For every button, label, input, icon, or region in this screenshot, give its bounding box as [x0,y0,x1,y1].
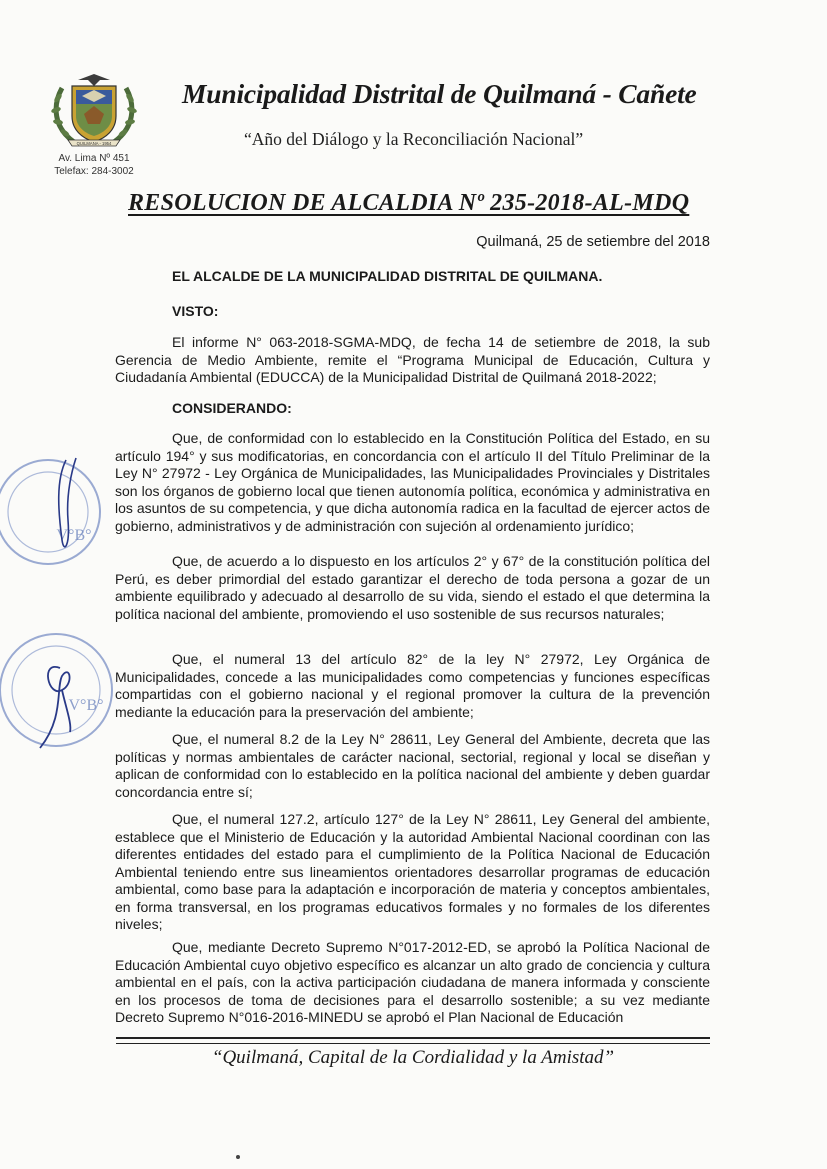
paragraph-considerando-2: Que, de acuerdo a lo dispuesto en los artículos 2° y 67° de la constitución política del Perú, es deber primordial del estado garantizar el derecho de toda persona a gozar de un ambiente equilibrado y adecuado al desarrollo de su vida, siendo el estado el que determina la política nacional del ambiente, promoviendo el uso sostenible de sus recursos naturales; [115,553,710,622]
paragraph-visto: El informe N° 063-2018-SGMA-MDQ, de fecha 14 de setiembre de 2018, la sub Gerencia de Medio Ambiente, remite el “Programa Municipal de Educación, Cultura y Ciudadanía Ambiental (EDUCCA) de la Municipalidad Distrital de Quilmaná 2018-2022; [115,334,710,385]
phone-line: Telefax: 284-3002 [54,166,134,177]
address-block [40,152,148,178]
footer-motto: “Quilmaná, Capital de la Cordialidad y la Amistad” [211,1047,615,1068]
paragraph-considerando-3: Que, el numeral 13 del artículo 82° de la ley N° 27972, Ley Orgánica de Municipalidades, concede a las municipalidades como competencias y funciones específicas compartidas con el gobierno nacional y el regional promover la cultura de la prevención mediante la educación para la preservación del ambiente; [115,651,710,720]
footer-rule-thick [116,1037,710,1039]
visto-label: VISTO: [172,303,219,319]
paragraph-considerando-5: Que, el numeral 127.2, artículo 127° de la Ley N° 28611, Ley General del ambiente, establece que el Ministerio de Educación y la autoridad Ambiental Nacional coordinan con las diferentes entidades del estado para el cumplimiento de la Política Nacional de Educación Ambiental teniendo entre sus lineamientos orientadores desarrollar programas de educación ambiental, como base para la adaptación e incorporación de materia y conceptos ambientales, en forma transversal, en los programas educativos formales y no formales de los diferentes niveles; [115,811,710,932]
stamp-1-label: V°B° [56,527,92,544]
paragraph-considerando-4: Que, el numeral 8.2 de la Ley N° 28611, Ley General del Ambiente, decreta que las políticas y normas ambientales de carácter nacional, sectorial, regional y local se diseñan y aplican de conformidad con lo establecido en la política nacional del ambiente y deben guardar concordancia entre sí; [115,731,710,800]
date-line: Quilmaná, 25 de setiembre del 2018 [476,234,710,250]
municipal-crest-logo [48,66,140,152]
paragraph-considerando-6: Que, mediante Decreto Supremo N°017-2012-ED, se aprobó la Política Nacional de Educación Ambiental cuyo objetivo específico es alcanzar un alto grado de conciencia y cultura ambiental en el país, con la activa participación ciudadana de manera informada y consciente en los procesos de toma de decisiones para el desarrollo sostenible; a su vez mediante Decreto Supremo N°016-2016-MINEDU se aprobó el Plan Nacional de Educación [115,939,710,1025]
resolution-title: RESOLUCION DE ALCALDIA Nº 235-2018-AL-MDQ [128,190,690,216]
footer-rule-thin [116,1043,710,1044]
signature-2 [40,667,70,748]
stamp-2-label: V°B° [68,697,104,714]
scan-speck [236,1155,240,1159]
municipality-name: Municipalidad Distrital de Quilmaná - Cañete [182,78,697,109]
approval-stamp-2 [0,628,125,763]
approval-stamp-1 [0,450,112,580]
paragraph-considerando-1: Que, de conformidad con lo establecido en la Constitución Política del Estado, en su artículo 194° y sus modificatorias, en concordancia con el artículo II del Título Preliminar de la Ley N° 27972 - Ley Orgánica de Municipalidades, las Municipalidades Provinciales y Distritales son los órganos de gobierno local que tienen autonomía política, económica y administrativa en los asuntos de su competencia, y que dicha autonomía radica en la facultad de ejercer actos de gobierno, administrativos y de administración con sujeción al ordenamiento jurídico; [115,430,710,534]
crest-ribbon-text: QUILMANA - 1954 [76,141,112,146]
year-motto: “Año del Diálogo y la Reconciliación Nacional” [244,129,584,149]
address-line: Av. Lima Nº 451 [58,153,130,164]
mayor-heading: EL ALCALDE DE LA MUNICIPALIDAD DISTRITAL DE QUILMANA. [172,268,603,284]
considerando-label: CONSIDERANDO: [172,400,292,416]
